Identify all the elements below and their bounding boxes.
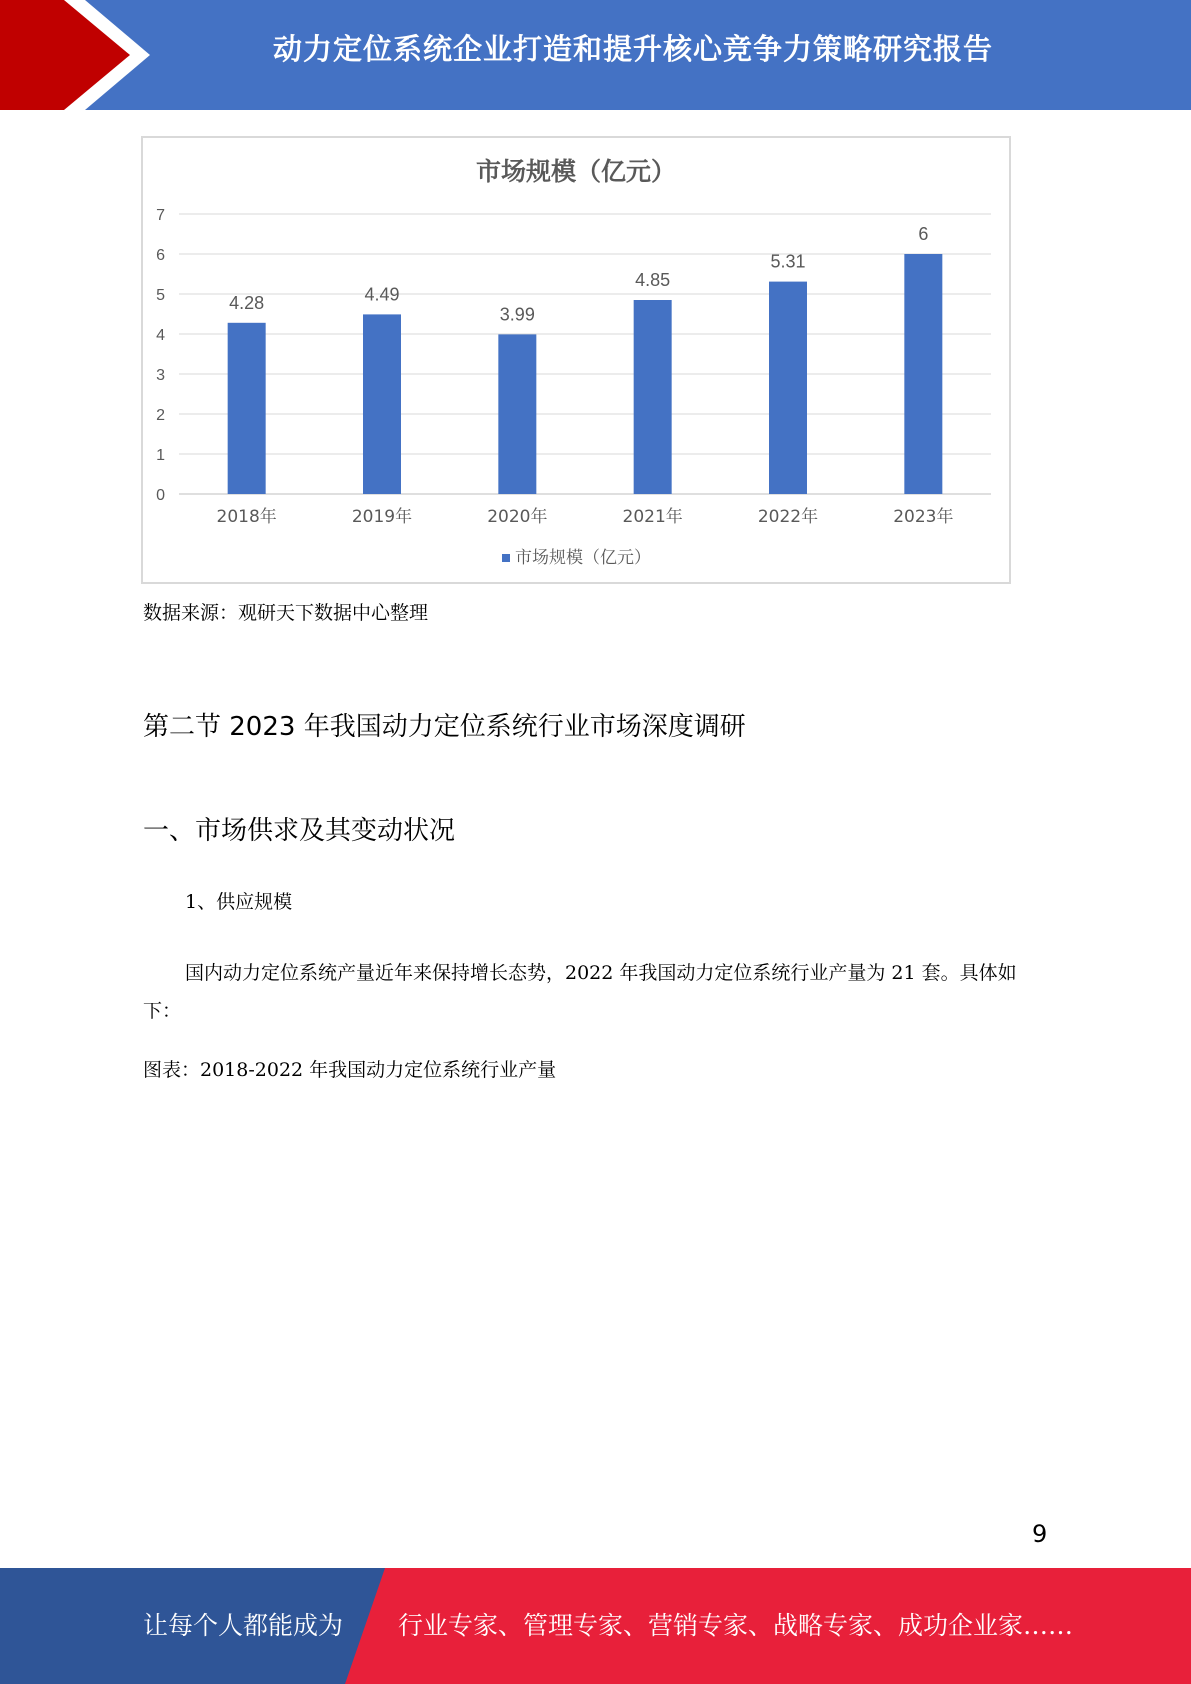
- data-label: 5.31: [770, 251, 806, 272]
- y-tick-label: 6: [156, 247, 165, 264]
- x-tick-label: 2023年: [893, 507, 954, 527]
- y-tick-label: 3: [156, 367, 165, 384]
- y-tick-label: 7: [156, 207, 165, 224]
- data-label: 6: [918, 224, 929, 244]
- report-footer: [0, 1568, 1191, 1684]
- market-size-chart: [141, 136, 1011, 584]
- data-source-note: 数据来源：观研天下数据中心整理: [143, 602, 429, 624]
- body-paragraph: 国内动力定位系统产量近年来保持增长态势，2022 年我国动力定位系统行业产量为 21 套。具体如下：: [143, 962, 1017, 1022]
- x-tick-label: 2022年: [757, 507, 819, 527]
- bar: [634, 300, 672, 494]
- data-label: 3.99: [499, 304, 535, 325]
- chart-title: 市场规模（亿元）: [475, 157, 677, 186]
- footer-slogan-right: 行业专家、管理专家、营销专家、战略专家、成功企业家……: [398, 1611, 1074, 1640]
- y-tick-label: 5: [156, 287, 165, 304]
- bar: [904, 254, 942, 494]
- data-label: 4.85: [635, 270, 671, 290]
- data-label: 4.49: [364, 284, 400, 305]
- header-chevron-decoration: [0, 0, 160, 110]
- legend-label: 市场规模（亿元）: [515, 548, 651, 568]
- subsection-title: 一、市场供求及其变动状况: [143, 816, 456, 846]
- chart-svg: [143, 138, 1009, 582]
- page-number: 9: [1032, 1520, 1048, 1548]
- legend-swatch: [502, 554, 510, 562]
- bar: [228, 323, 266, 494]
- x-tick-label: 2018年: [216, 507, 277, 527]
- bar: [363, 314, 401, 494]
- section-title: 第二节 2023 年我国动力定位系统行业市场深度调研: [143, 712, 746, 742]
- x-tick-label: 2019年: [351, 507, 413, 527]
- report-title: 动力定位系统企业打造和提升核心竞争力策略研究报告: [272, 32, 993, 66]
- bar: [769, 282, 807, 494]
- y-tick-label: 0: [156, 487, 165, 504]
- data-label: 4.28: [229, 292, 265, 313]
- y-tick-label: 1: [156, 447, 165, 464]
- figure-label: 图表：2018-2022 年我国动力定位系统行业产量: [143, 1059, 557, 1081]
- bar: [498, 334, 536, 494]
- footer-slogan-left: 让每个人都能成为: [143, 1611, 344, 1640]
- report-header: [0, 0, 1191, 110]
- x-tick-label: 2020年: [487, 507, 548, 527]
- y-tick-label: 2: [156, 407, 165, 424]
- x-tick-label: 2021年: [622, 507, 683, 527]
- item-title: 1、供应规模: [185, 891, 293, 913]
- y-tick-label: 4: [156, 327, 165, 344]
